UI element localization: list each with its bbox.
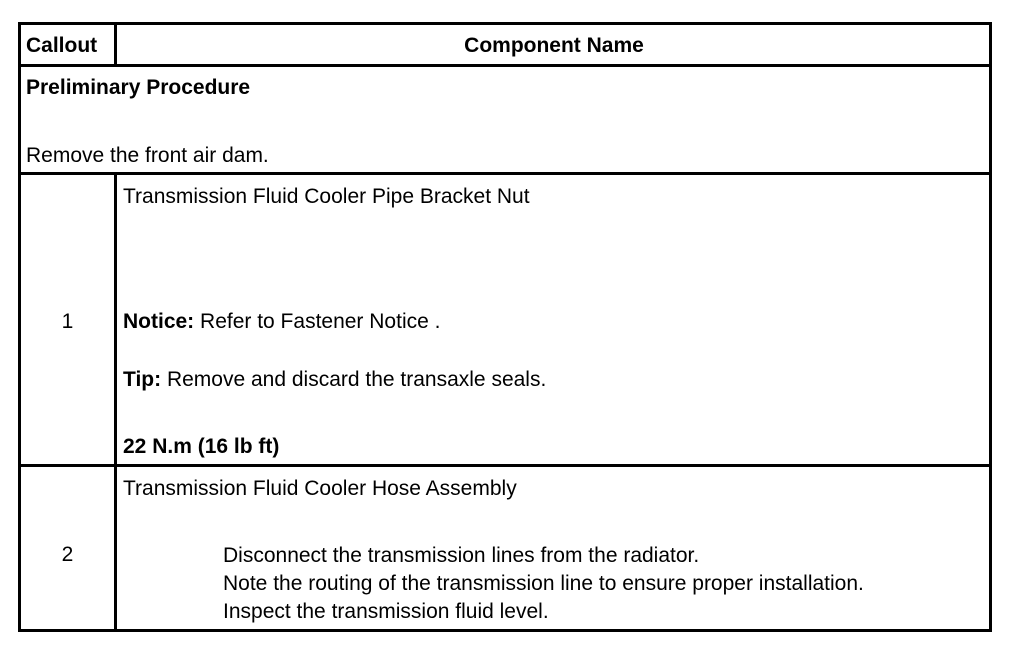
torque-spec: 22 N.m (16 lb ft)	[123, 435, 280, 458]
notice-text: Refer to Fastener Notice .	[194, 310, 441, 333]
step-3: Inspect the transmission fluid level.	[223, 600, 549, 623]
component-table	[18, 22, 992, 632]
component-name-2: Transmission Fluid Cooler Hose Assembly	[123, 477, 517, 500]
row-divider	[21, 64, 989, 67]
header-component-name: Component Name	[464, 34, 644, 57]
callout-2: 2	[61, 543, 74, 566]
tip-line	[123, 368, 546, 392]
notice-line	[123, 310, 440, 334]
row-divider	[21, 172, 989, 175]
callout-1: 1	[61, 310, 74, 333]
header-callout: Callout	[26, 34, 98, 57]
component-name-1: Transmission Fluid Cooler Pipe Bracket Nut	[123, 185, 530, 208]
column-divider	[114, 172, 117, 629]
row-divider	[21, 464, 989, 467]
tip-text: Remove and discard the transaxle seals.	[161, 368, 547, 391]
preliminary-heading: Preliminary Procedure	[26, 76, 251, 99]
preliminary-text: Remove the front air dam.	[26, 144, 269, 167]
step-2: Note the routing of the transmission line to ensure proper installation.	[223, 572, 864, 595]
step-1: Disconnect the transmission lines from the radiator.	[223, 544, 700, 567]
tip-label: Tip:	[123, 368, 162, 391]
notice-label: Notice:	[123, 310, 195, 333]
